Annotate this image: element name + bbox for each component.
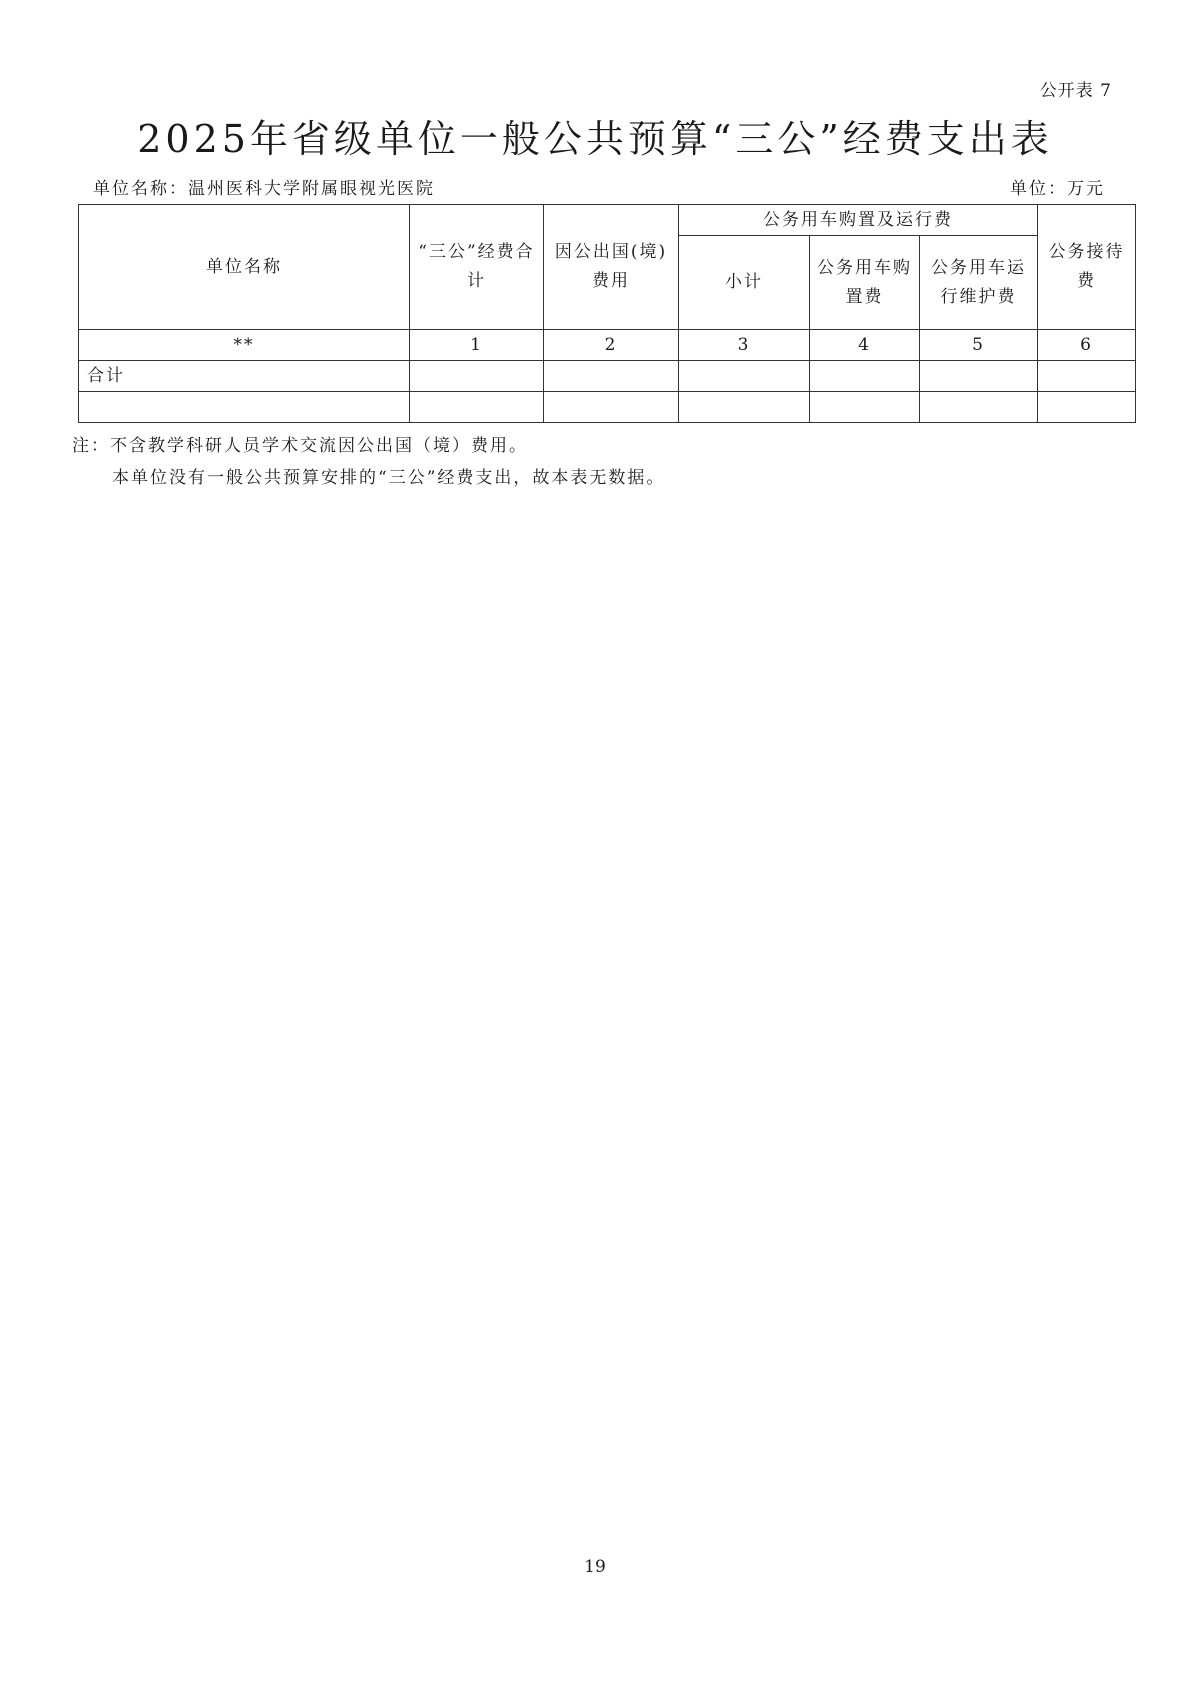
index-cell: 2 [544, 330, 679, 361]
header-vehicle-group: 公务用车购置及运行费 [679, 205, 1038, 236]
form-number: 公开表 7 [1039, 81, 1112, 101]
table-cell [1038, 361, 1136, 392]
table-cell [1038, 392, 1136, 423]
page-number: 19 [584, 1557, 606, 1577]
header-three-public-total: “三公”经费合计 [410, 205, 544, 330]
header-vehicle-operation: 公务用车运行维护费 [920, 236, 1038, 330]
table-cell: 合计 [79, 361, 410, 392]
table-cell [410, 392, 544, 423]
header-abroad-expense: 因公出国(境)费用 [544, 205, 679, 330]
header-reception-expense: 公务接待费 [1038, 205, 1136, 330]
index-cell: 1 [410, 330, 544, 361]
index-cell: 3 [679, 330, 810, 361]
table-row [79, 361, 1136, 392]
table-cell [544, 392, 679, 423]
note-line: 本单位没有一般公共预算安排的“三公”经费支出，故本表无数据。 [112, 468, 666, 488]
table-cell [810, 392, 920, 423]
index-cell: 6 [1038, 330, 1136, 361]
index-cell: ** [79, 330, 410, 361]
table-cell [679, 361, 810, 392]
unit-info-row [93, 174, 1105, 199]
note-line: 注：不含教学科研人员学术交流因公出国（境）费用。 [72, 436, 528, 456]
header-unit-name: 单位名称 [79, 205, 410, 330]
table-cell [920, 361, 1038, 392]
table-cell [679, 392, 810, 423]
index-cell: 4 [810, 330, 920, 361]
table-cell [920, 392, 1038, 423]
table-row [79, 392, 1136, 423]
table-cell [410, 361, 544, 392]
header-vehicle-subtotal: 小计 [679, 236, 810, 330]
header-vehicle-purchase: 公务用车购置费 [810, 236, 920, 330]
notes [72, 430, 665, 494]
table-cell [544, 361, 679, 392]
unit-name-label: 单位名称：温州医科大学附属眼视光医院 [93, 179, 435, 199]
page-title: 2025年省级单位一般公共预算“三公”经费支出表 [137, 117, 1053, 161]
table-cell [810, 361, 920, 392]
table-cell [79, 392, 410, 423]
column-index-row [79, 330, 1136, 361]
three-public-expense-table [78, 204, 1136, 423]
currency-unit-label: 单位：万元 [1010, 179, 1105, 199]
index-cell: 5 [920, 330, 1038, 361]
